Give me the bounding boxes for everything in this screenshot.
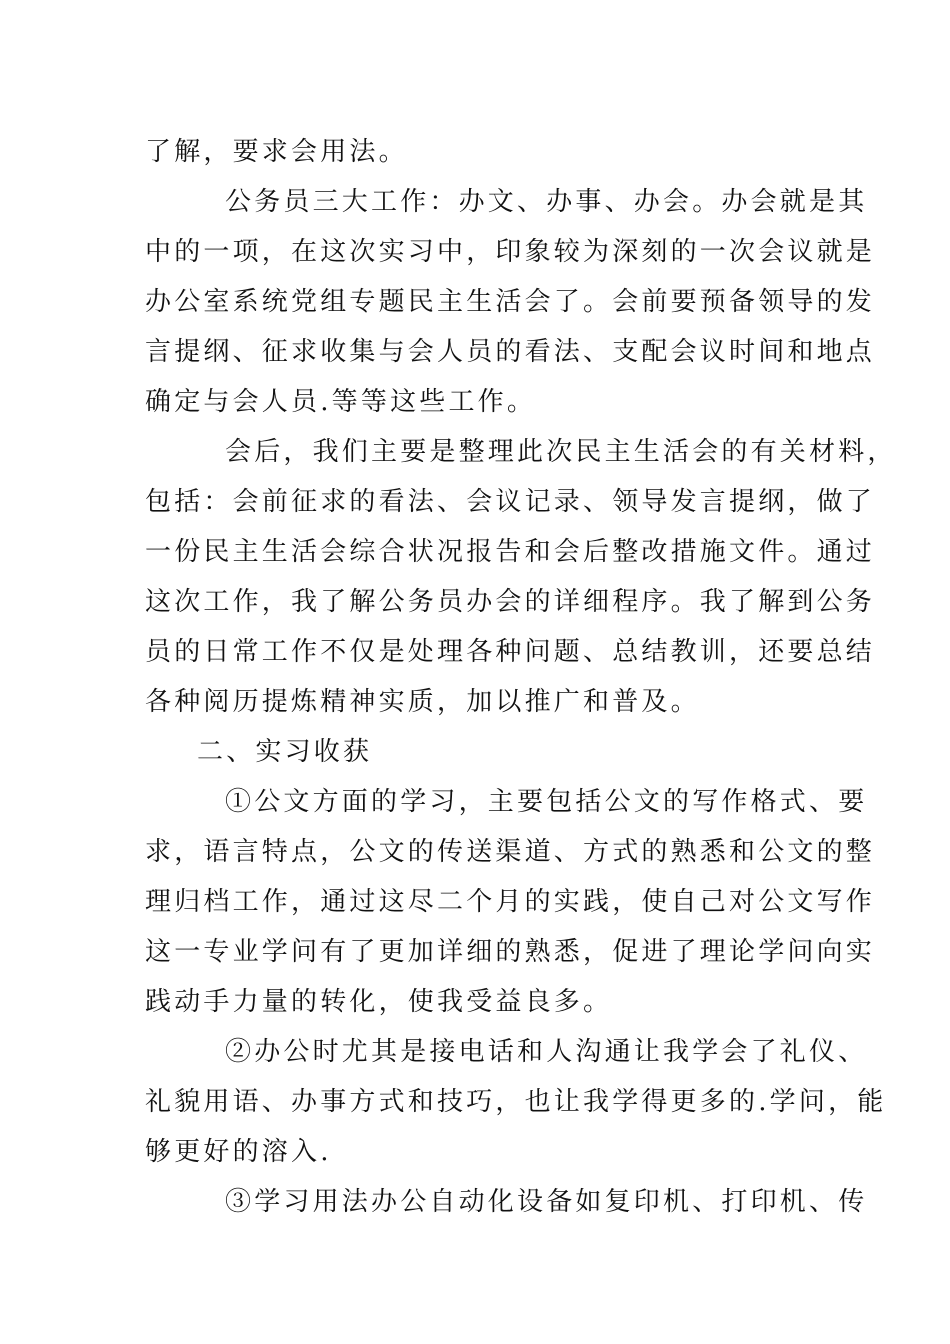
text-line: ③学习用法办公自动化设备如复印机、打印机、传 bbox=[225, 1187, 868, 1217]
text-line: 各种阅历提炼精神实质，加以推广和普及。 bbox=[145, 687, 700, 717]
text-line: 确定与会人员.等等这些工作。 bbox=[145, 387, 537, 417]
text-line: ①公文方面的学习，主要包括公文的写作格式、要 bbox=[225, 787, 868, 817]
text-line: 员的日常工作不仅是处理各种问题、总结教训，还要总结 bbox=[145, 637, 876, 667]
text-line: 公务员三大工作：办文、办事、办会。办会就是其 bbox=[225, 187, 868, 217]
text-line: 践动手力量的转化，使我受益良多。 bbox=[145, 987, 613, 1017]
text-line: 言提纲、征求收集与会人员的看法、支配会议时间和地点 bbox=[145, 337, 876, 367]
text-line: 中的一项，在这次实习中，印象较为深刻的一次会议就是 bbox=[145, 237, 876, 267]
text-line: 会后，我们主要是整理此次民主生活会的有关材料， bbox=[225, 437, 897, 467]
text-line: 这次工作，我了解公务员办会的详细程序。我了解到公务 bbox=[145, 587, 876, 617]
text-line: 包括：会前征求的看法、会议记录、领导发言提纲，做了 bbox=[145, 487, 876, 517]
text-line: 够更好的溶入. bbox=[145, 1137, 332, 1167]
text-line: 办公室系统党组专题民主生活会了。会前要预备领导的发 bbox=[145, 287, 876, 317]
section-heading: 二、实习收获 bbox=[197, 737, 373, 767]
text-line: 求，语言特点，公文的传送渠道、方式的熟悉和公文的整 bbox=[145, 837, 876, 867]
text-line: 了解，要求会用法。 bbox=[145, 137, 408, 167]
text-line: ②办公时尤其是接电话和人沟通让我学会了礼仪、 bbox=[225, 1037, 868, 1067]
text-line: 理归档工作，通过这尽二个月的实践，使自己对公文写作 bbox=[145, 887, 876, 917]
text-line: 这一专业学问有了更加详细的熟悉，促进了理论学问向实 bbox=[145, 937, 876, 967]
text-line: 礼貌用语、办事方式和技巧，也让我学得更多的.学问，能 bbox=[145, 1087, 887, 1117]
text-line: 一份民主生活会综合状况报告和会后整改措施文件。通过 bbox=[145, 537, 876, 567]
